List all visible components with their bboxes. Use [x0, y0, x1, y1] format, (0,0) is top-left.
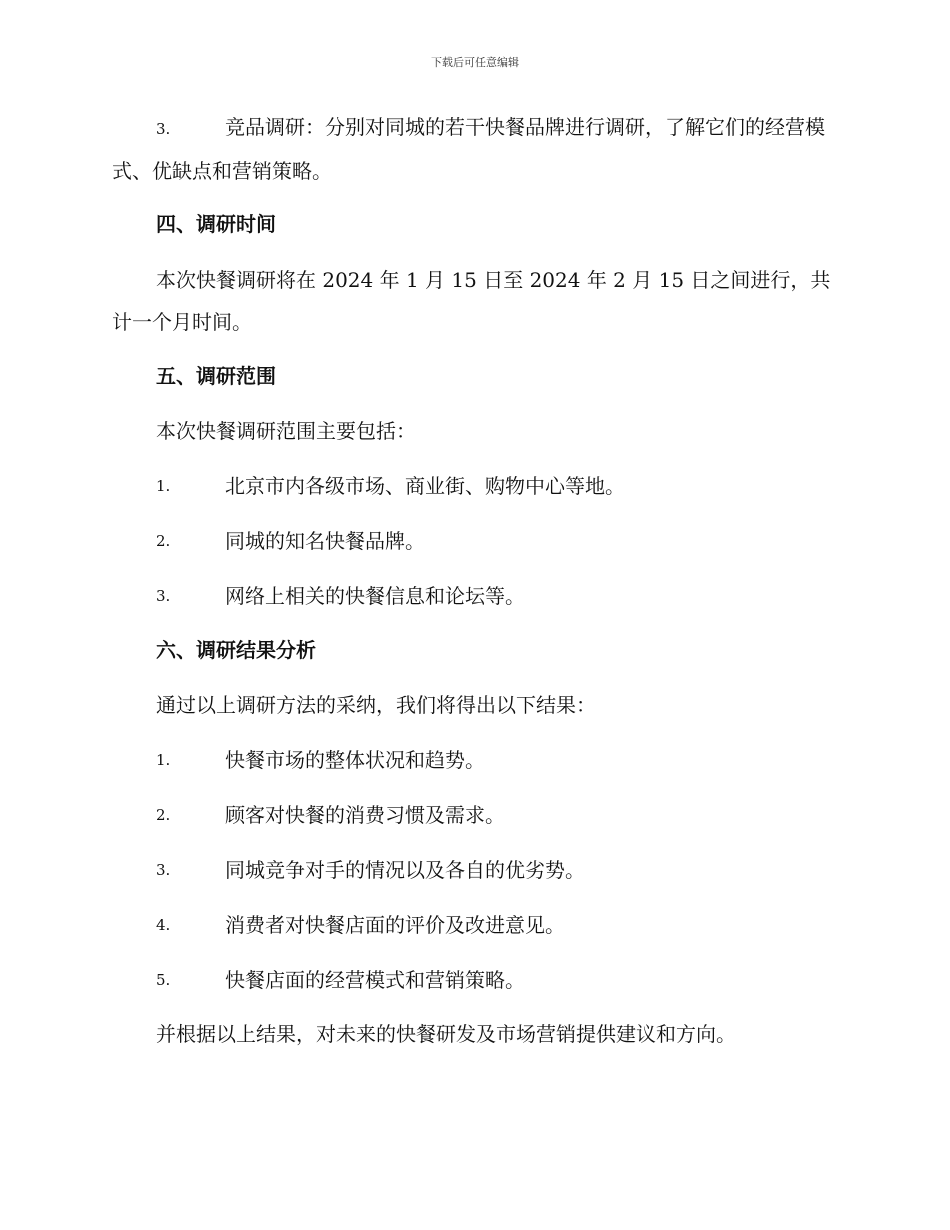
item-number: 1. [156, 751, 171, 769]
section-heading-scope: 五、调研范围 [156, 364, 276, 388]
item-number: 4. [156, 916, 171, 934]
item-text: 北京市内各级市场、商业街、购物中心等地。 [225, 474, 625, 498]
item-text: 消费者对快餐店面的评价及改进意见。 [225, 913, 565, 937]
item-number: 1. [156, 477, 171, 495]
item-text: 同城竞争对手的情况以及各自的优劣势。 [225, 858, 585, 882]
competitor-research-item [112, 106, 838, 192]
item-number: 3. [156, 861, 171, 879]
item-text: 顾客对快餐的消费习惯及需求。 [225, 803, 505, 827]
time-paragraph: 本次快餐调研将在 2024 年 1 月 15 日至 2024 年 2 月 15 日之间进行，共计一个月时间。 [112, 268, 831, 334]
item-text: 同城的知名快餐品牌。 [225, 529, 425, 553]
item-number: 5. [156, 971, 171, 989]
item-text: 快餐市场的整体状况和趋势。 [225, 748, 485, 772]
item-number: 2. [156, 806, 171, 824]
item-number: 3. [156, 120, 171, 138]
item-text: 网络上相关的快餐信息和论坛等。 [225, 584, 525, 608]
item-text: 快餐店面的经营模式和营销策略。 [225, 968, 525, 992]
section-paragraph-time [112, 259, 838, 343]
page-header: 下载后可任意编辑 [431, 56, 519, 69]
section-heading-time: 四、调研时间 [156, 212, 276, 236]
item-text: 竞品调研：分别对同城的若干快餐品牌进行调研，了解它们的经营模式、优缺点和营销策略。 [112, 115, 825, 183]
section-heading-results: 六、调研结果分析 [156, 638, 316, 662]
results-conclusion: 并根据以上结果，对未来的快餐研发及市场营销提供建议和方向。 [156, 1022, 736, 1046]
item-number: 3. [156, 587, 171, 605]
scope-intro: 本次快餐调研范围主要包括： [156, 419, 416, 443]
item-number: 2. [156, 532, 171, 550]
results-intro: 通过以上调研方法的采纳，我们将得出以下结果： [156, 693, 596, 717]
